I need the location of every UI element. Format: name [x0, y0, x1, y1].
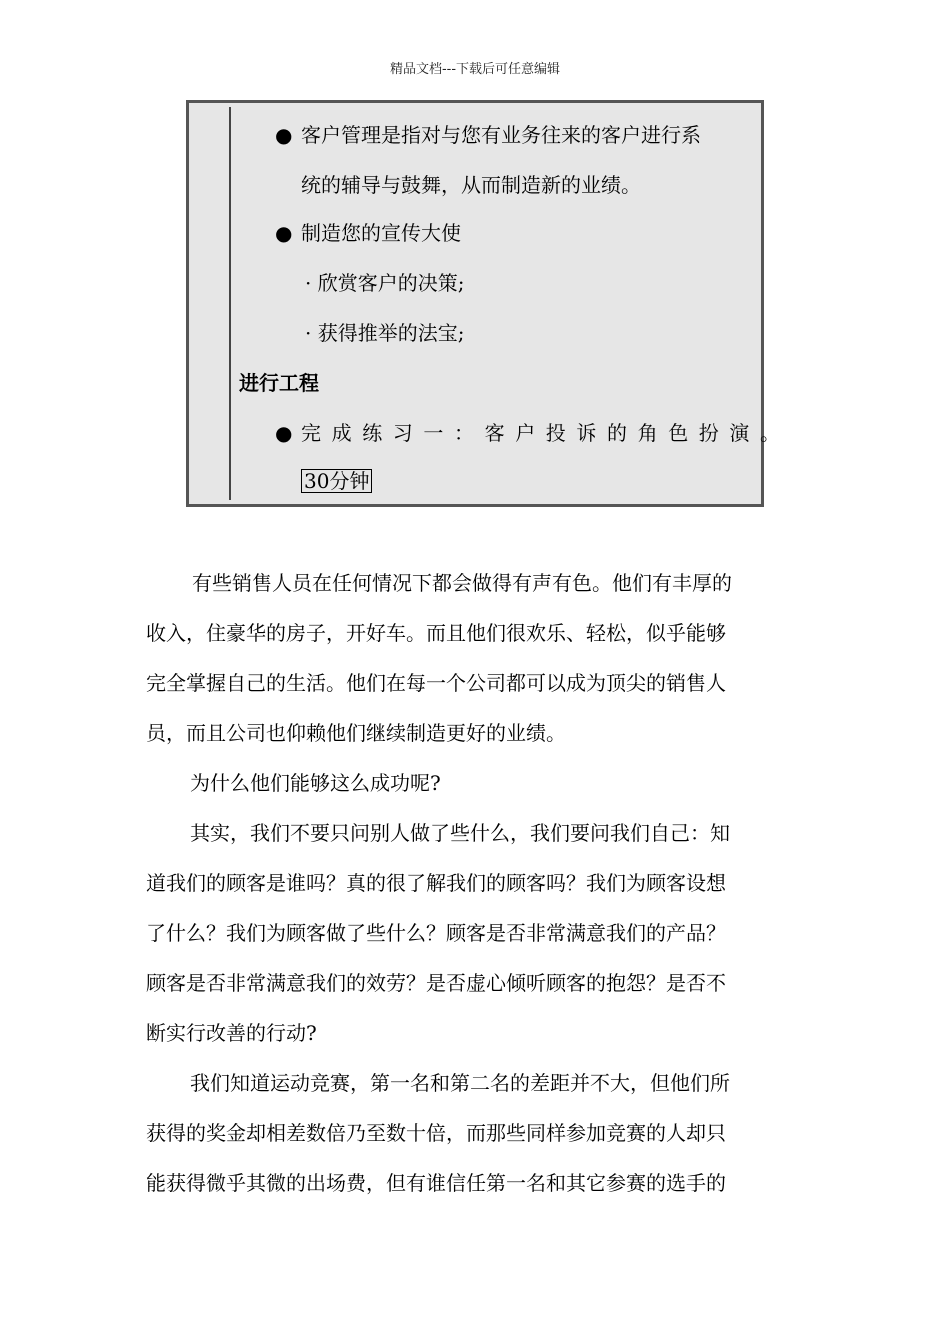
body-line-12: 获得的奖金却相差数倍乃至数十倍，而那些同样参加竞赛的人却只 — [146, 1121, 726, 1145]
box-section-title: 进行工程 — [239, 371, 319, 395]
body-line-5: 为什么他们能够这么成功呢? — [190, 771, 441, 795]
bullet-icon: ● — [275, 123, 293, 147]
body-line-6: 其实，我们不要只问别人做了些什么，我们要问我们自己：知 — [190, 821, 730, 845]
box-item-2-text: 制造您的宣传大使 — [301, 221, 461, 245]
body-line-3: 完全掌握自己的生活。他们在每一个公司都可以成为顶尖的销售人 — [146, 671, 726, 695]
box-time-line — [301, 469, 372, 493]
body-line-13: 能获得微乎其微的出场费，但有谁信任第一名和其它参赛的选手的 — [146, 1171, 726, 1195]
box-item-3 — [275, 421, 791, 445]
box-item-1-line-2: 统的辅导与鼓舞，从而制造新的业绩。 — [301, 173, 641, 197]
summary-box — [186, 100, 791, 507]
body-line-11: 我们知道运动竞赛，第一名和第二名的差距并不大，但他们所 — [190, 1071, 730, 1095]
body-line-7: 道我们的顾客是谁吗？真的很了解我们的顾客吗？我们为顾客设想 — [146, 871, 726, 895]
bullet-icon: ● — [275, 221, 293, 245]
body-line-10: 断实行改善的行动? — [146, 1021, 317, 1045]
body-line-9: 顾客是否非常满意我们的效劳？是否虚心倾听顾客的抱怨？是否不 — [146, 971, 726, 995]
time-badge: 30分钟 — [301, 469, 372, 493]
box-item-2 — [275, 221, 461, 245]
body-line-1: 有些销售人员在任何情况下都会做得有声有色。他们有丰厚的 — [192, 571, 732, 595]
box-subitem-1: · 欣赏客户的决策; — [305, 271, 465, 295]
bullet-icon: ● — [275, 421, 293, 445]
page-header: 精品文档---下载后可任意编辑 — [389, 62, 561, 77]
box-subitem-2: · 获得推举的法宝; — [305, 321, 465, 345]
body-line-4: 员，而且公司也仰赖他们继续制造更好的业绩。 — [146, 721, 566, 745]
box-vertical-rule — [229, 107, 231, 500]
box-item-1-line-1 — [275, 123, 701, 147]
body-line-2: 收入，住豪华的房子，开好车。而且他们很欢乐、轻松，似乎能够 — [146, 621, 726, 645]
body-line-8: 了什么？我们为顾客做了些什么？顾客是否非常满意我们的产品？ — [146, 921, 726, 945]
box-item-3-text: 完成练习一：客户投诉的角色扮演。 — [301, 421, 791, 445]
box-item-1-text: 客户管理是指对与您有业务往来的客户进行系 — [301, 123, 701, 147]
